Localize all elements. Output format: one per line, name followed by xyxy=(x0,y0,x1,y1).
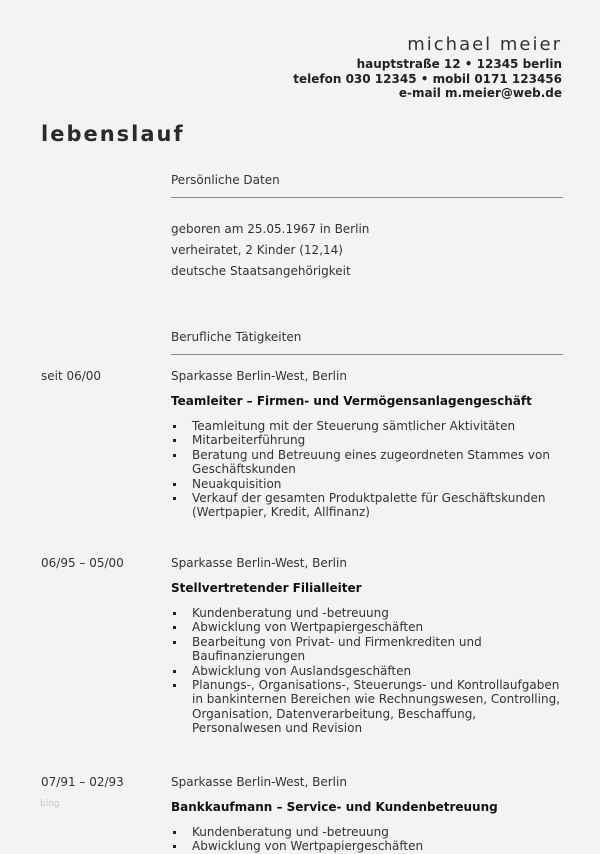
job-role: Teamleiter – Firmen- und Vermögensanlagengeschäft xyxy=(171,394,532,408)
job-duties xyxy=(171,825,561,854)
job-role: Stellvertretender Filialleiter xyxy=(171,581,362,595)
duty-item: Teamleitung mit der Steuerung sämtlicher Aktivitäten xyxy=(171,419,561,433)
email-address: e-mail m.meier@web.de xyxy=(398,86,562,100)
personal-line: deutsche Staatsangehörigkeit xyxy=(171,264,351,278)
duty-item: Mitarbeiterführung xyxy=(171,433,561,447)
person-name: michael meier xyxy=(407,34,562,55)
watermark: blog xyxy=(40,799,60,809)
duty-item: Abwicklung von Auslandsgeschäften xyxy=(171,664,561,678)
job-date: 07/91 – 02/93 xyxy=(41,775,124,789)
job-duties xyxy=(171,606,561,736)
duty-item: Kundenberatung und -betreuung xyxy=(171,606,561,620)
duty-item: Abwicklung von Wertpapiergeschäften xyxy=(171,839,561,853)
duty-item: Verkauf der gesamten Produktpalette für Geschäftskunden (Wertpapier, Kredit, Allfinanz) xyxy=(171,491,561,520)
duty-item: Beratung und Betreuung eines zugeordneten Stammes von Geschäftskunden xyxy=(171,448,561,477)
personal-line: verheiratet, 2 Kinder (12,14) xyxy=(171,243,343,257)
document-title: lebenslauf xyxy=(41,122,185,146)
duty-item: Abwicklung von Wertpapiergeschäften xyxy=(171,620,561,634)
job-company: Sparkasse Berlin-West, Berlin xyxy=(171,556,347,570)
section-heading-personal: Persönliche Daten xyxy=(171,173,563,198)
job-role: Bankkaufmann – Service- und Kundenbetreuung xyxy=(171,800,498,814)
duty-item: Kundenberatung und -betreuung xyxy=(171,825,561,839)
phone-numbers: telefon 030 12345 • mobil 0171 123456 xyxy=(293,71,562,86)
personal-details xyxy=(171,219,369,282)
job-date: seit 06/00 xyxy=(41,369,102,383)
duty-item: Neuakquisition xyxy=(171,477,561,491)
duty-item: Bearbeitung von Privat- und Firmenkrediten und Baufinanzierungen xyxy=(171,635,561,664)
section-heading-career: Berufliche Tätigkeiten xyxy=(171,330,563,355)
job-company: Sparkasse Berlin-West, Berlin xyxy=(171,775,347,789)
duty-item: Planungs-, Organisations-, Steuerungs- und Kontrollaufgaben in bankinternen Bereichen wie Rechnungswesen, Controlling, Organisation, Datenverarbeitung, Beschaffung, Personalwesen und Revision xyxy=(171,678,561,736)
job-duties xyxy=(171,419,561,520)
address: hauptstraße 12 • 12345 berlin xyxy=(356,57,562,71)
job-company: Sparkasse Berlin-West, Berlin xyxy=(171,369,347,383)
personal-line: geboren am 25.05.1967 in Berlin xyxy=(171,222,370,236)
contact-header xyxy=(293,34,562,101)
job-date: 06/95 – 05/00 xyxy=(41,556,124,570)
